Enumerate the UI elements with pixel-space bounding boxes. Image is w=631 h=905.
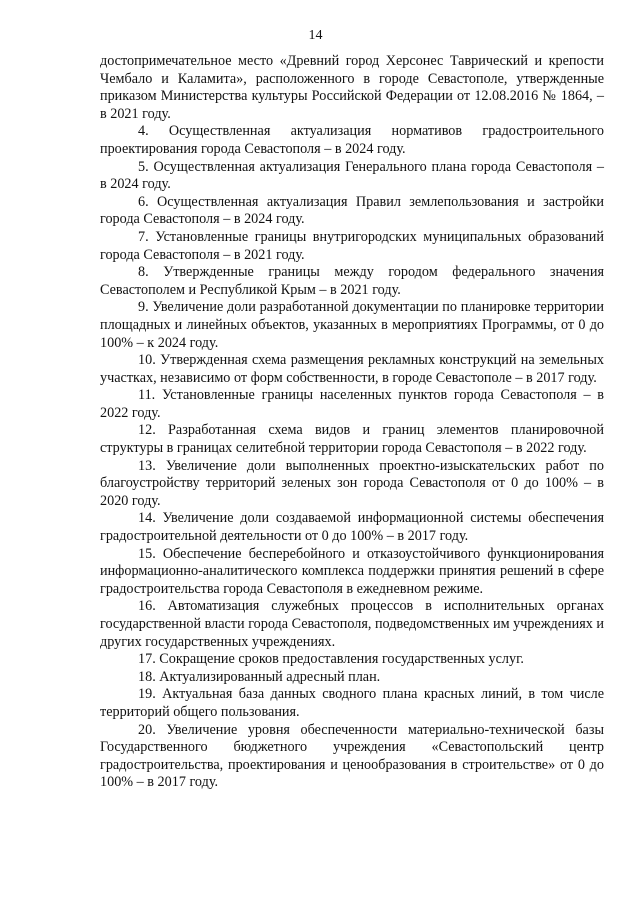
document-body	[100, 53, 604, 792]
paragraph-item-17: 17. Сокращение сроков предоставления государственных услуг.	[138, 651, 524, 668]
paragraph-item-16: 16. Автоматизация служебных процессов в исполнительных органах государственной власти города Севастополя, подведомственных им учреждениях и других государственных учреждениях.	[100, 598, 604, 650]
paragraph-item-20: 20. Увеличение уровня обеспеченности материально-технической базы Государственного бюджетного учреждения «Севастопольский центр градостроительства, проектирования и ценообразования в строительстве» от 0 до 100% – в 2017 году.	[100, 721, 604, 791]
paragraph-item-8: 8. Утвержденные границы между городом федерального значения Севастополем и Республикой Крым – в 2021 году.	[100, 264, 604, 298]
paragraph-item-7: 7. Установленные границы внутригородских муниципальных образований города Севастополя – в 2021 году.	[100, 228, 604, 263]
paragraph-item-18: 18. Актуализированный адресный план.	[138, 668, 381, 685]
paragraph-continuation: достопримечательное место «Древний город Херсонес Таврический и крепости Чембало и Каламита», расположенного в городе Севастополе, утвержденные приказом Министерства культуры Российской Федерации от 12.08.2016 № 1864, – в 2021 году.	[100, 53, 604, 122]
paragraph-item-6: 6. Осуществленная актуализация Правил землепользования и застройки города Севастополя – в 2024 году.	[100, 193, 604, 228]
paragraph-item-5: 5. Осуществленная актуализация Генерального плана города Севастополя – в 2024 году.	[100, 158, 604, 193]
paragraph-item-19: 19. Актуальная база данных сводного плана красных линий, в том числе территорий общего пользования.	[100, 686, 604, 720]
page-number: 14	[308, 28, 323, 43]
paragraph-item-12: 12. Разработанная схема видов и границ элементов планировочной структуры в границах селитебной территории города Севастополя – в 2022 году.	[100, 422, 604, 457]
paragraph-item-15: 15. Обеспечение бесперебойного и отказоустойчивого функционирования информационно-аналитического комплекса поддержки принятия решений в сфере градостроительства города Севастополя в ежедневном режиме.	[100, 545, 604, 597]
paragraph-item-4: 4. Осуществленная актуализация нормативов градостроительного проектирования города Севастополя – в 2024 году.	[100, 123, 604, 157]
paragraph-item-14: 14. Увеличение доли создаваемой информационной системы обеспечения градостроительной деятельности от 0 до 100% – в 2017 году.	[100, 510, 604, 545]
paragraph-item-10: 10. Утвержденная схема размещения рекламных конструкций на земельных участках, независимо от форм собственности, в городе Севастополе – в 2017 году.	[100, 352, 604, 386]
paragraph-item-11: 11. Установленные границы населенных пунктов города Севастополя – в 2022 году.	[100, 387, 604, 421]
paragraph-item-9: 9. Увеличение доли разработанной документации по планировке территории площадных и линейных объектов, указанных в мероприятиях Программы, от 0 до 100% – к 2024 году.	[100, 299, 604, 351]
paragraph-item-13: 13. Увеличение доли выполненных проектно-изыскательских работ по благоустройству территорий зеленых зон города Севастополя от 0 до 100% – в 2020 году.	[100, 457, 604, 509]
